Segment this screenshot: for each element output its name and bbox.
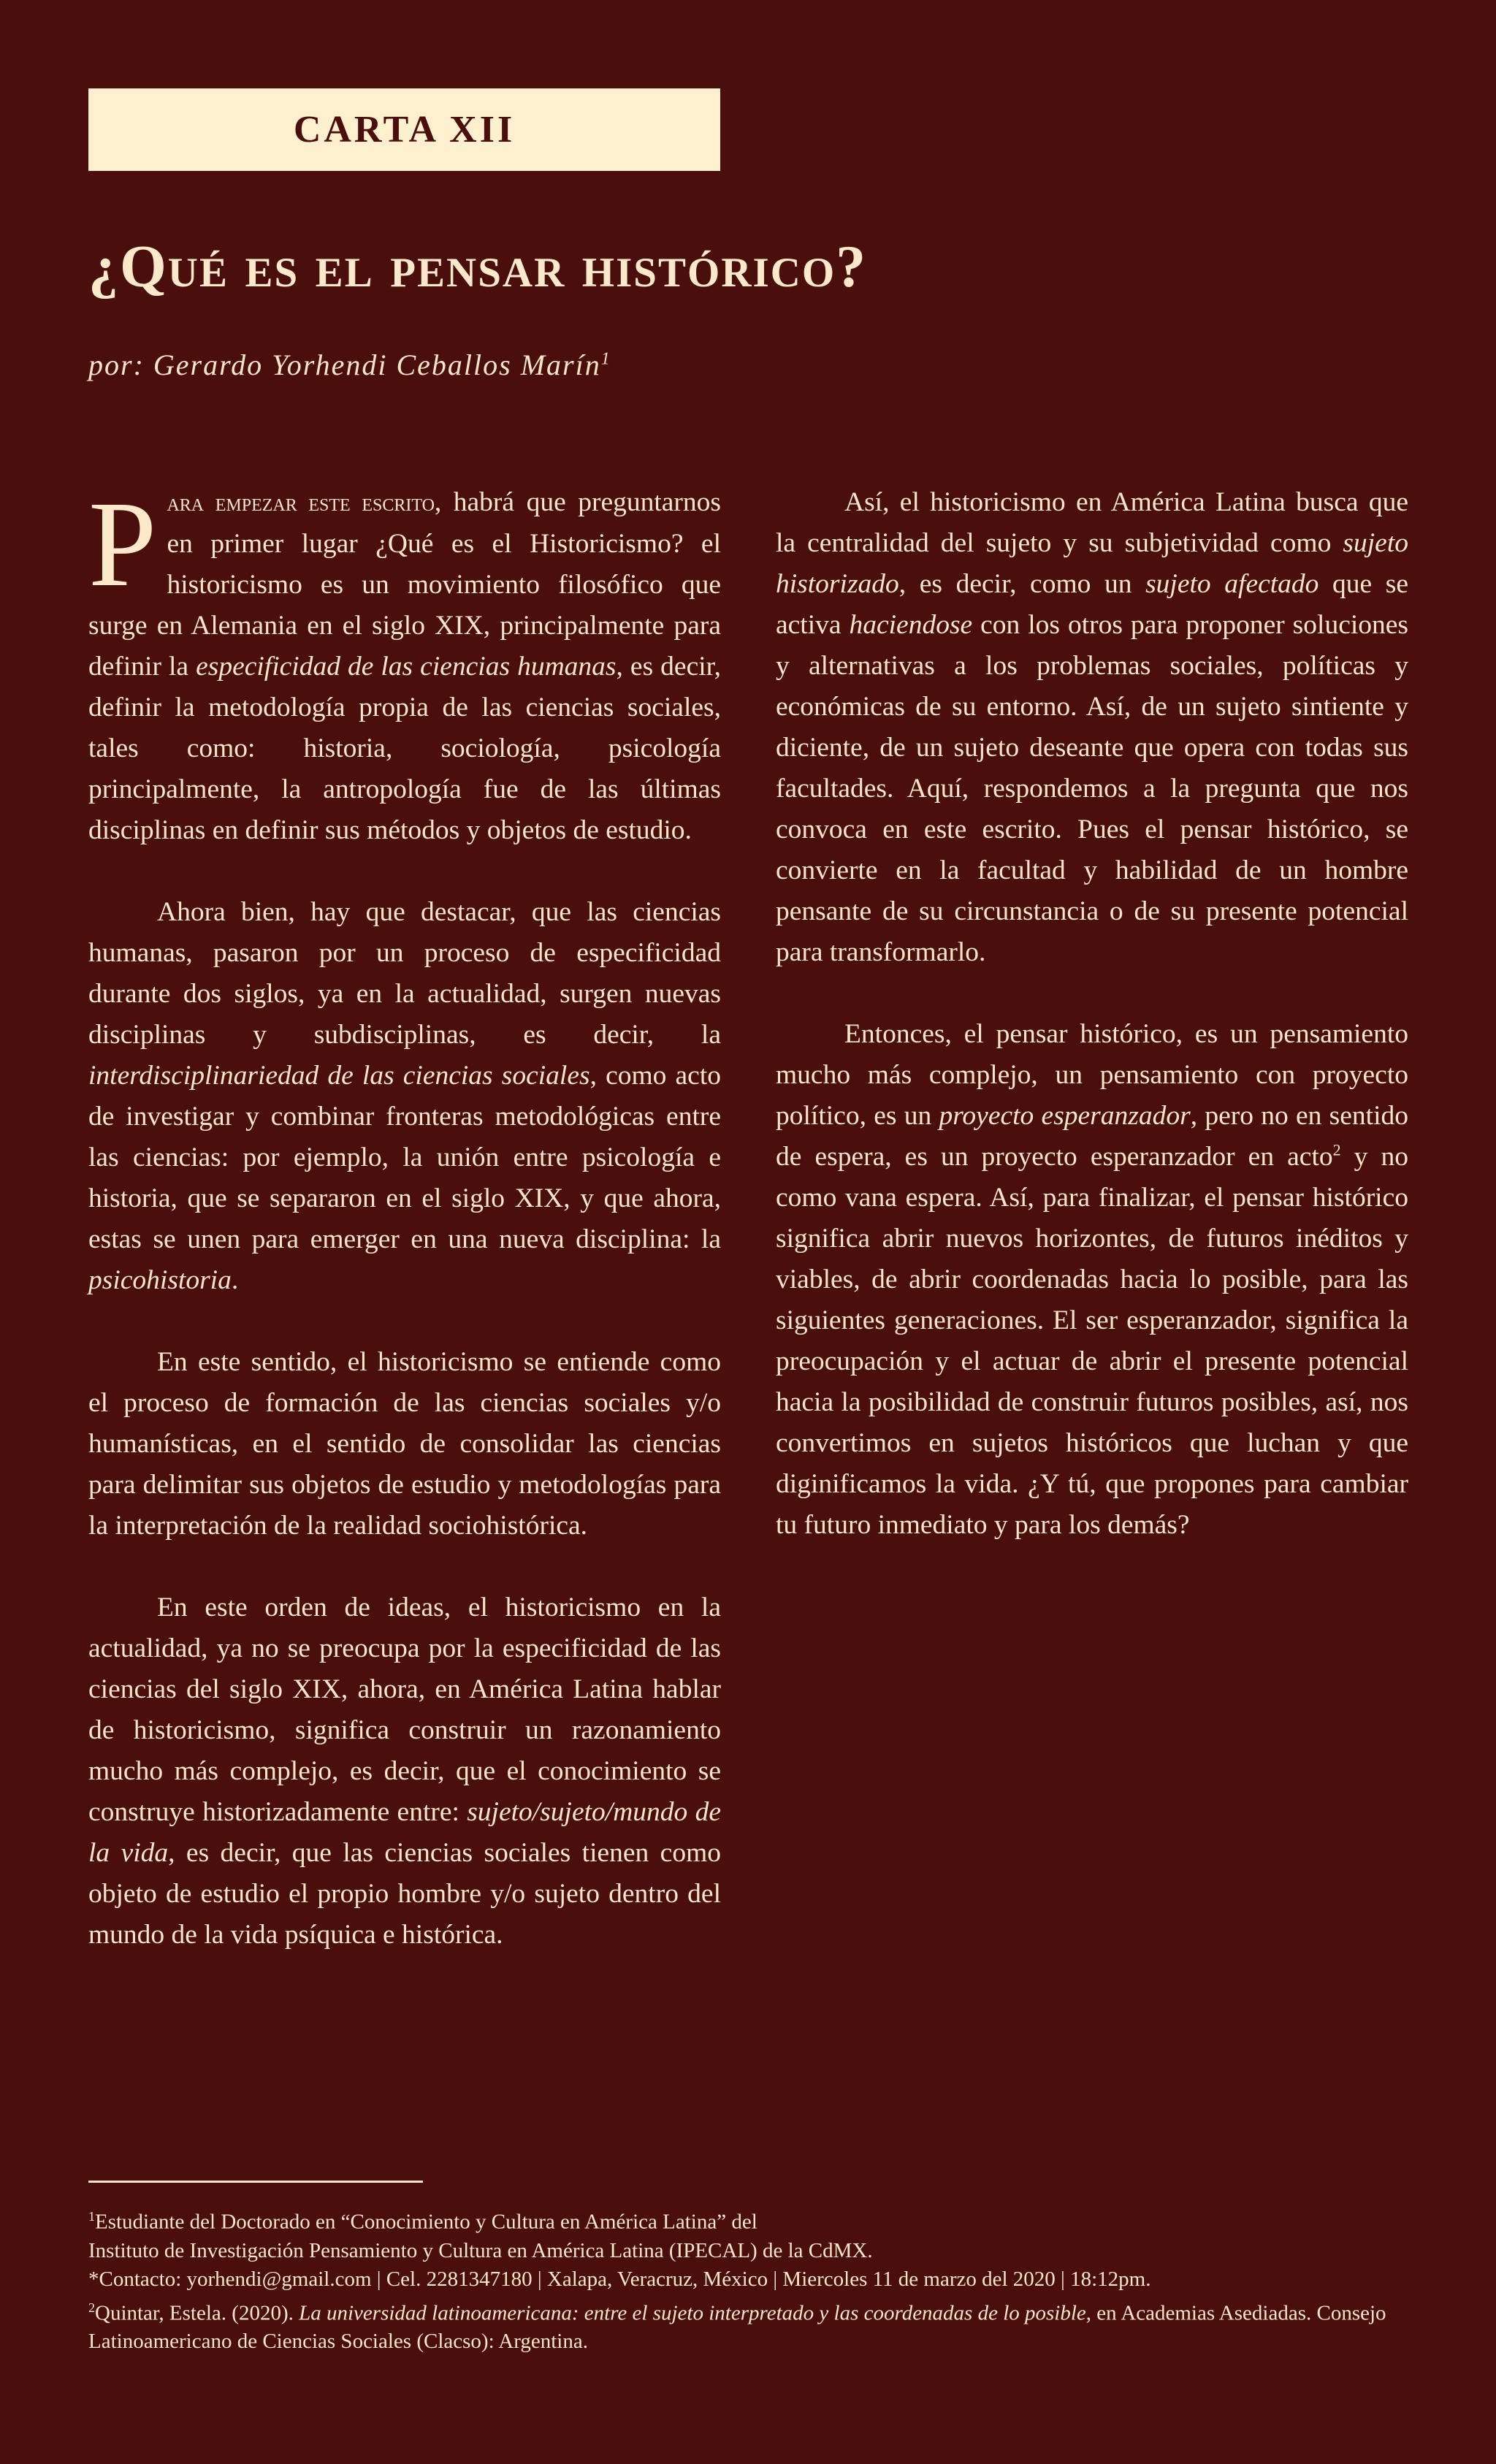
text-run: , habrá que preguntarnos en primer lugar ¿Qué es el Historicismo? el historicismo es un movimiento filosófico que surge en Alemania en el siglo XIX, principalmente para definir la [88,487,721,682]
italic-run: proyecto esperanzador [939,1101,1191,1131]
text-run: , pero no en sentido de espera, es un proyecto esperanzador en acto [776,1101,1408,1172]
italic-run: sujeto historizado [776,528,1408,599]
text-run: Entonces, el pensar histórico, es un pensamiento mucho más complejo, un pensamiento con proyecto político, es un [776,1019,1408,1131]
italic-run: sujeto/sujeto/mundo de la vida [88,1797,721,1868]
footnote-text: Quintar, Estela. (2020). [95,2301,299,2325]
footnote-ref-1: 1 [600,349,611,369]
paragraph [776,482,1408,973]
left-column [88,476,722,1996]
text-run: En este orden de ideas, el historicismo en la actualidad, ya no se preocupa por la especificidad de las ciencias del siglo XIX, ahora, en América Latina hablar de historicismo, significa construir un razonamiento mucho más complejo, es decir, que el conocimiento se construye historizadamente entre: [88,1593,721,1827]
footnote-italic: La universidad latinoamericana: entre el sujeto interpretado y las coordenadas de lo posible [299,2301,1086,2325]
text-run: y no como vana espera. Así, para finalizar, el pensar histórico significa abrir nuevos horizontes, de futuros inéditos y viables, de abrir coordenadas hacia lo posible, para las siguientes generaciones. El ser esperanzador, significa la preocupación y el actuar de abrir el presente potencial hacia la posibilidad de construir futuros posibles, así, nos convertimos en sujetos históricos que luchan y que diginificamos la vida. ¿Y tú, que propones para cambiar tu futuro inmediato y para los demás? [776,1142,1409,1540]
byline [88,348,611,382]
opening-smallcaps: ara empezar este escrito [167,489,435,516]
paragraph [88,476,722,851]
text-run: con los otros para proponer soluciones y alternativas a los problemas sociales, políticas y económicas de su entorno. Así, de un sujeto sintiente y diciente, de un sujeto deseante que opera con todas sus facultades. Aquí, respondemos a la pregunta que nos convoca en este escrito. Pues el pensar histórico, se convierte en la facultad y habilidad de un hombre pensante de su circunstancia o de su presente potencial para transformarlo. [776,610,1408,967]
italic-run: psicohistoria [88,1265,232,1295]
italic-run: haciendose [849,610,973,640]
text-run: , es decir, definir la metodología propia de las ciencias sociales, tales como: historia, sociología, psicología principalmente, la antropología fue de las últimas disciplinas en definir sus métodos y objetos de estudio. [88,652,722,845]
article-title: ¿Qué es el pensar histórico? [88,233,868,300]
text-run: , es decir, como un [898,569,1146,599]
footnote-1 [88,2202,1408,2237]
italic-run: interdisciplinariedad de las ciencias sociales [88,1061,590,1091]
italic-run: especificidad de las ciencias humanas [196,652,617,682]
text-run: Ahora bien, hay que destacar, que las ciencias humanas, pasaron por un proceso de especificidad durante dos siglos, ya en la actualidad, surgen nuevas disciplinas y subdisciplinas, es decir, la [88,897,721,1050]
footnote-1-cont: Instituto de Investigación Pensamiento y Cultura en América Latina (IPECAL) de la CdMX. [88,2238,873,2262]
text-run: Así, el historicismo en América Latina busca que la centralidad del sujeto y su subjetividad como [776,487,1408,558]
footnote-text: Estudiante del Doctorado en “Conocimiento y Cultura en América Latina” del [95,2210,757,2234]
footnote-2 [88,2294,1408,2357]
right-column [776,482,1408,1587]
section-label-box [88,88,720,171]
text-run: . [231,1265,239,1295]
footnote-mark: 2 [88,2300,95,2315]
section-label: CARTA XII [293,109,516,150]
paragraph [88,892,721,1301]
paragraph [776,1014,1408,1546]
text-run: que se activa [776,569,1409,640]
author-name: por: Gerardo Yorhendi Ceballos Marín [88,348,601,381]
drop-cap: P [88,476,157,612]
paragraph: En este sentido, el historicismo se entiende como el proceso de formación de las ciencias sociales y/o humanísticas, en el sentido de consolidar las ciencias para delimitar sus objetos de estudio y metodologías para la interpretación de la realidad sociohistórica. [88,1347,721,1541]
footnote-text: , en Academias Asediadas. Consejo Latinoamericano de Ciencias Sociales (Clacso): Argentina. [88,2301,1386,2354]
footnote-ref-2: 2 [1332,1140,1341,1159]
text-run: , es decir, que las ciencias sociales tienen como objeto de estudio el propio hombre y/o sujeto dentro del mundo de la vida psíquica e histórica. [88,1838,721,1950]
text-run: , como acto de investigar y combinar fronteras metodológicas entre las ciencias: por ejemplo, la unión entre psicología e historia, que se separaron en el siglo XIX, y que ahora, estas se unen para emerger en una nueva disciplina: la [88,1061,721,1254]
contact-line: *Contacto: yorhendi@gmail.com | Cel. 2281347180 | Xalapa, Veracruz, México | Miercoles 11 de marzo del 2020 | 18:12pm. [88,2267,1151,2291]
italic-run: sujeto afectado [1145,569,1319,599]
footnote-divider [88,2181,423,2183]
paragraph [88,1587,721,1956]
footnotes [88,2202,1408,2356]
footnote-mark: 1 [88,2209,95,2224]
